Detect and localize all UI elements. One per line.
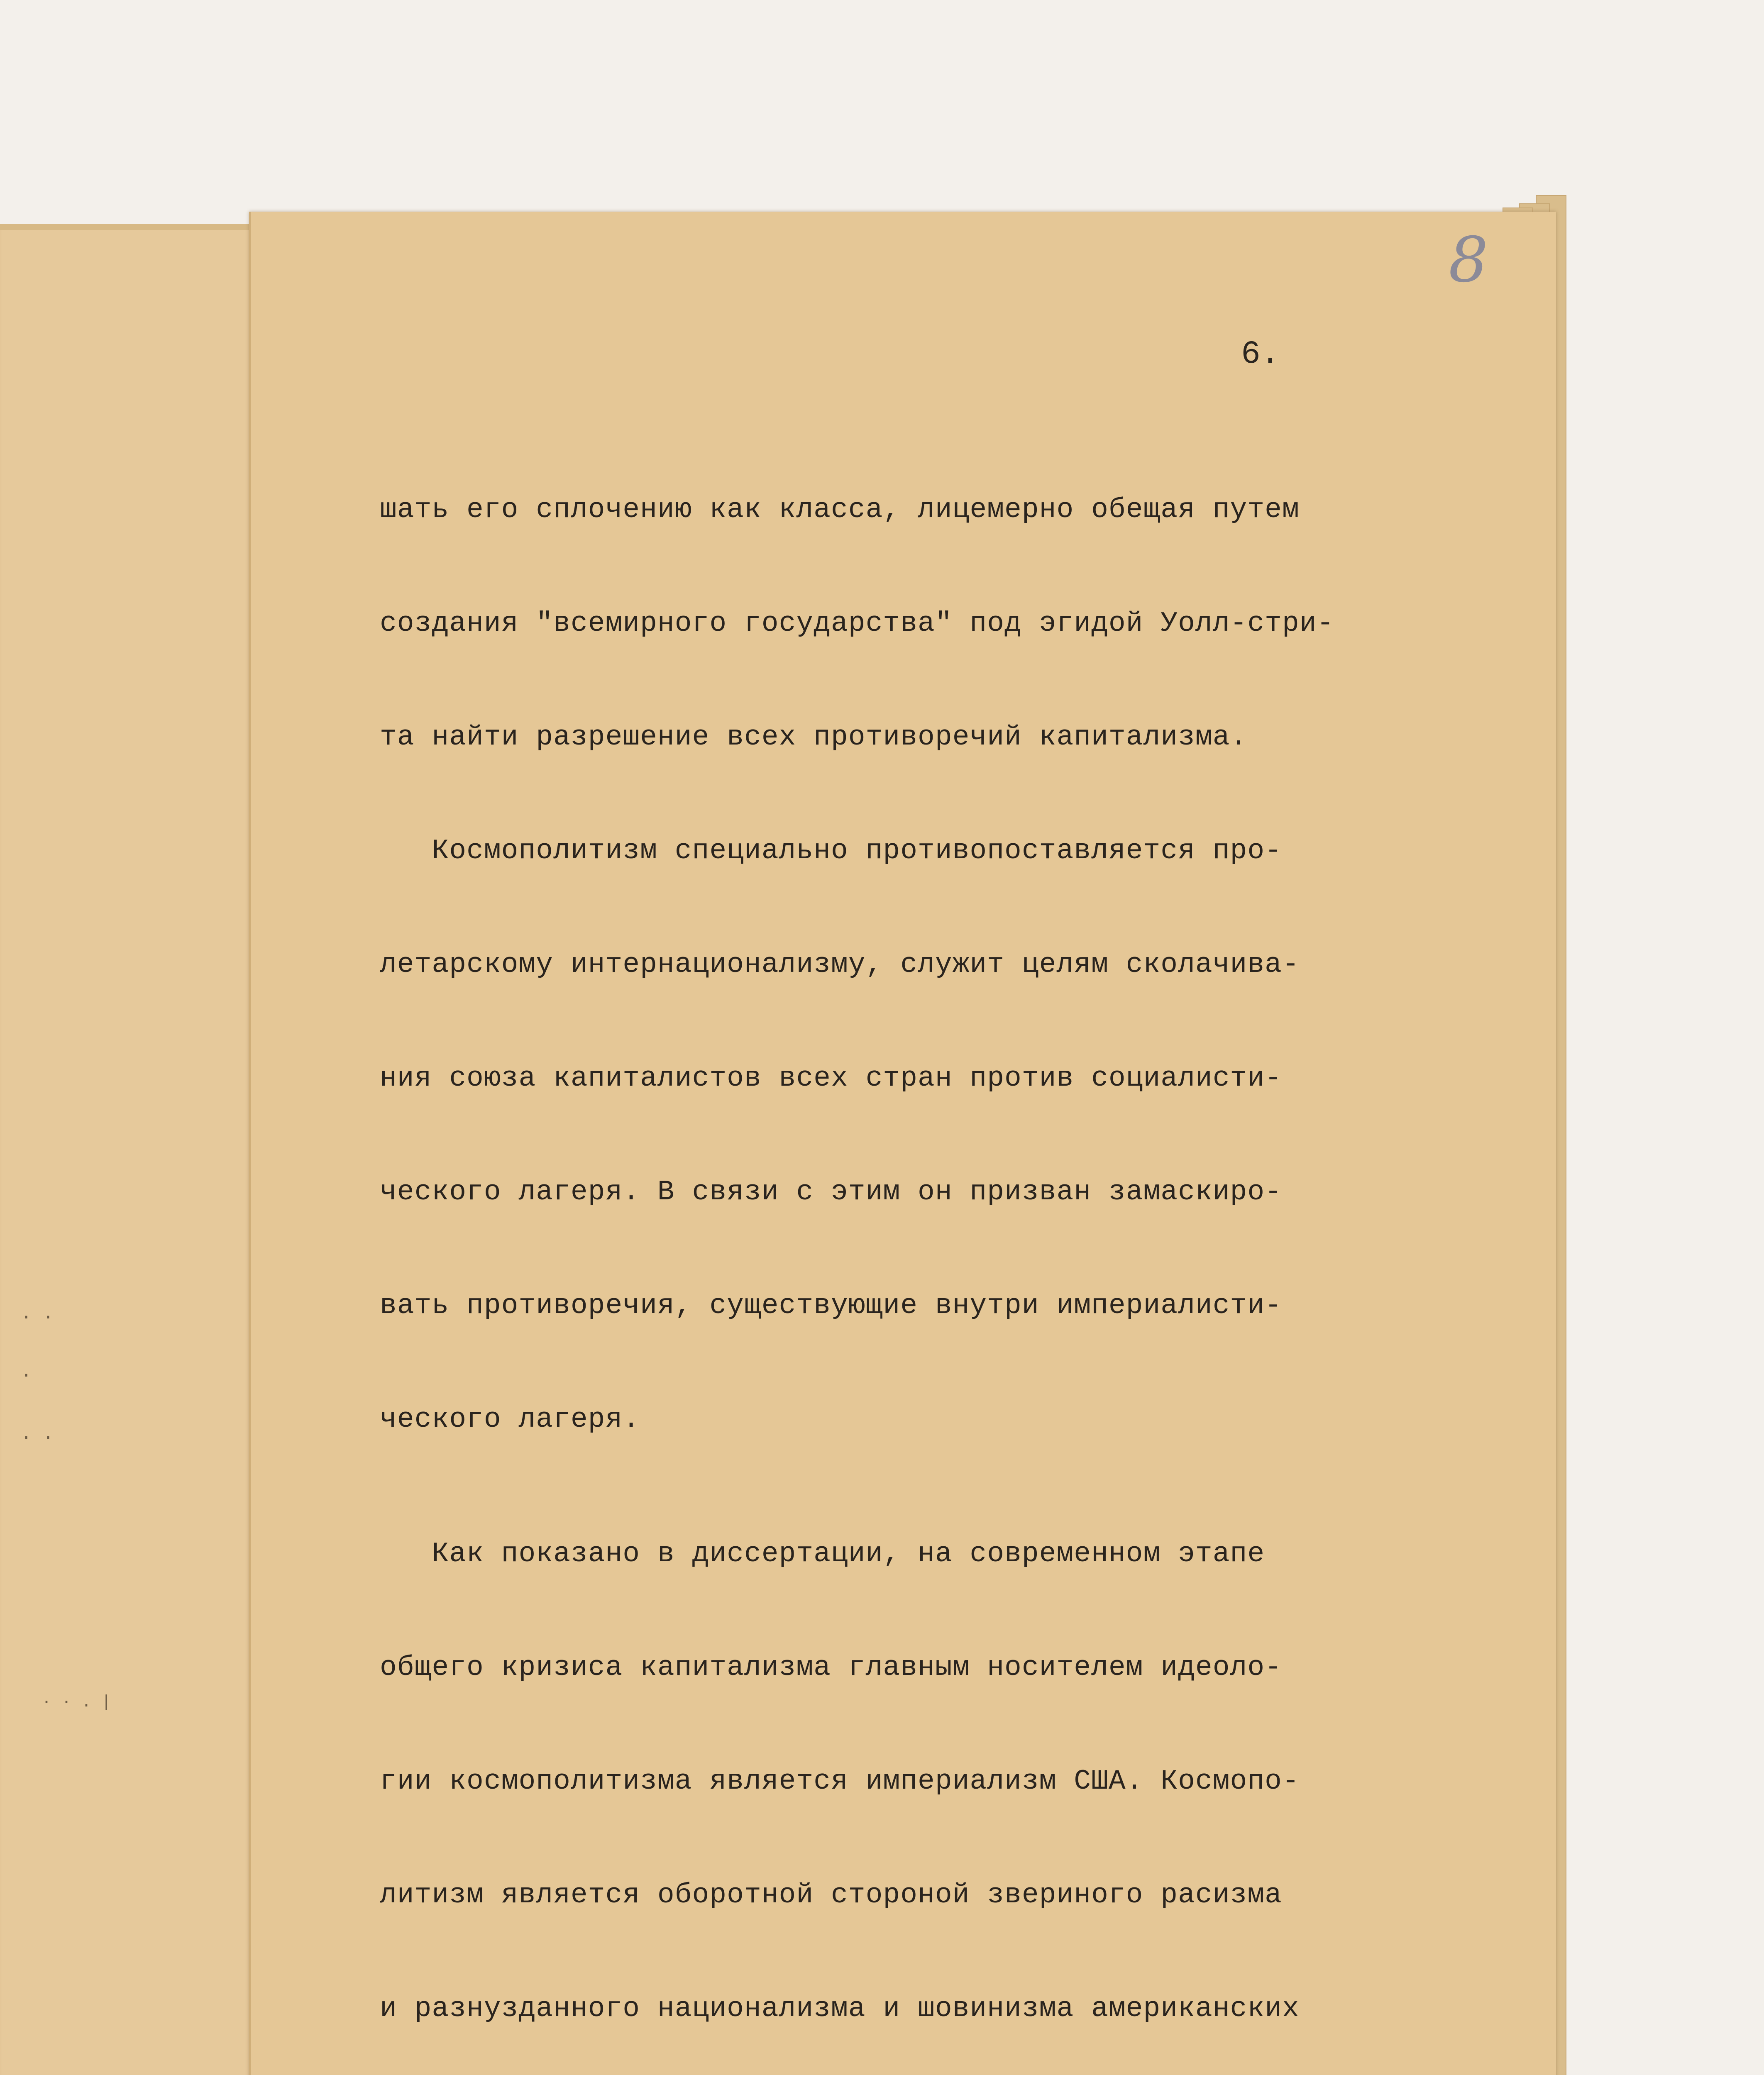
text-line: литизм является оборотной стороной звериного расизма (380, 1879, 1282, 1911)
page-number: 6. (1241, 336, 1280, 373)
text-line: шать его сплочению как класса, лицемерно обещая путем (380, 494, 1300, 526)
text-line: гии космополитизма является империализм США. Космопо- (380, 1765, 1300, 1797)
left-page-bleed-marks: · · . | (42, 1693, 112, 1712)
text-line: ческого лагеря. В связи с этим он призван замаскиро- (380, 1176, 1282, 1208)
text-line: вать противоречия, существующие внутри империалисти- (380, 1290, 1282, 1322)
text-line: Космополитизм специально противопоставляется про- (380, 835, 1282, 867)
text-line: общего кризиса капитализма главным носителем идеоло- (380, 1652, 1282, 1684)
left-page-bleed-marks: · · (21, 1307, 54, 1328)
text-line: и разнузданного национализма и шовинизма американских (380, 1993, 1300, 2025)
text-line: Как показано в диссертации, на современном этапе (380, 1538, 1265, 1570)
text-line: летарскому интернационализму, служит целям сколачива- (380, 949, 1300, 981)
text-line: ния союза капиталистов всех стран против социалисти- (380, 1062, 1282, 1094)
text-line: ческого лагеря. (380, 1404, 640, 1435)
text-line: создания "всемирного государства" под эгидой Уолл-стри- (380, 608, 1334, 640)
left-page-top-edge (0, 224, 249, 230)
text-line: та найти разрешение всех противоречий капитализма. (380, 721, 1248, 753)
typed-text-body (380, 421, 1401, 2075)
left-page-bleed-marks: · (21, 1365, 32, 1386)
left-page-bleed-marks: · · (21, 1428, 54, 1448)
handwritten-sheet-number: 8 (1449, 224, 1488, 296)
